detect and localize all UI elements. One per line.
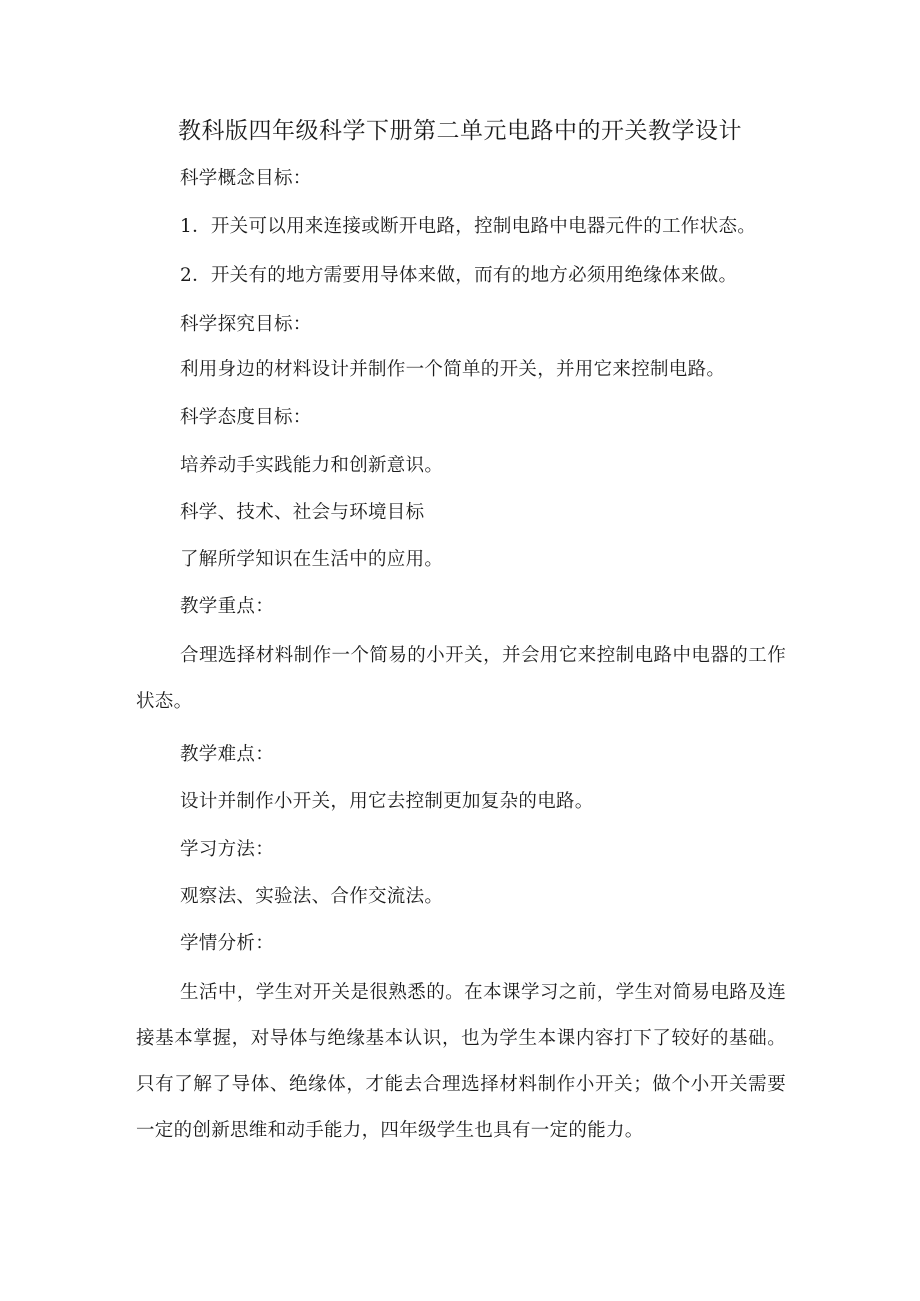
heading-teaching-difficulties: 教学难点： xyxy=(180,744,275,765)
document-title: 教科版四年级科学下册第二单元电路中的开关教学设计 xyxy=(178,118,742,144)
attitude-goal-text: 培养动手实践能力和创新意识。 xyxy=(180,455,444,476)
difficulty-text: 设计并制作小开关，用它去控制更加复杂的电路。 xyxy=(180,791,594,812)
concept-goal-2: 2．开关有的地方需要用导体来做，而有的地方必须用绝缘体来做。 xyxy=(180,265,738,286)
heading-learning-methods: 学习方法： xyxy=(180,839,275,860)
heading-concept-goals: 科学概念目标： xyxy=(180,168,312,189)
learner-analysis-paragraph: 生活中，学生对开关是很熟悉的。在本课学习之前，学生对简易电路及连接基本掌握，对导体与绝缘基本认识，也为学生本课内容打下了较好的基础。只有了解了导体、绝缘体，才能去合理选择材料制作小开关；做个小开关需要一定的创新思维和动手能力，四年级学生也具有一定的能力。 xyxy=(136,982,786,1141)
heading-inquiry-goals: 科学探究目标： xyxy=(180,314,312,335)
stse-goal-text: 了解所学知识在生活中的应用。 xyxy=(180,549,444,570)
key-point-paragraph: 合理选择材料制作一个简易的小开关，并会用它来控制电路中电器的工作状态。 xyxy=(136,645,786,712)
heading-attitude-goals: 科学态度目标： xyxy=(180,407,312,428)
heading-learner-analysis: 学情分析： xyxy=(180,933,275,954)
inquiry-goal-text: 利用身边的材料设计并制作一个简单的开关，并用它来控制电路。 xyxy=(180,359,726,380)
heading-stse-goals: 科学、技术、社会与环境目标 xyxy=(180,502,425,523)
concept-goal-1: 1．开关可以用来连接或断开电路，控制电路中电器元件的工作状态。 xyxy=(180,216,757,237)
learning-methods-text: 观察法、实验法、合作交流法。 xyxy=(180,886,444,907)
heading-teaching-key-points: 教学重点： xyxy=(180,596,275,617)
